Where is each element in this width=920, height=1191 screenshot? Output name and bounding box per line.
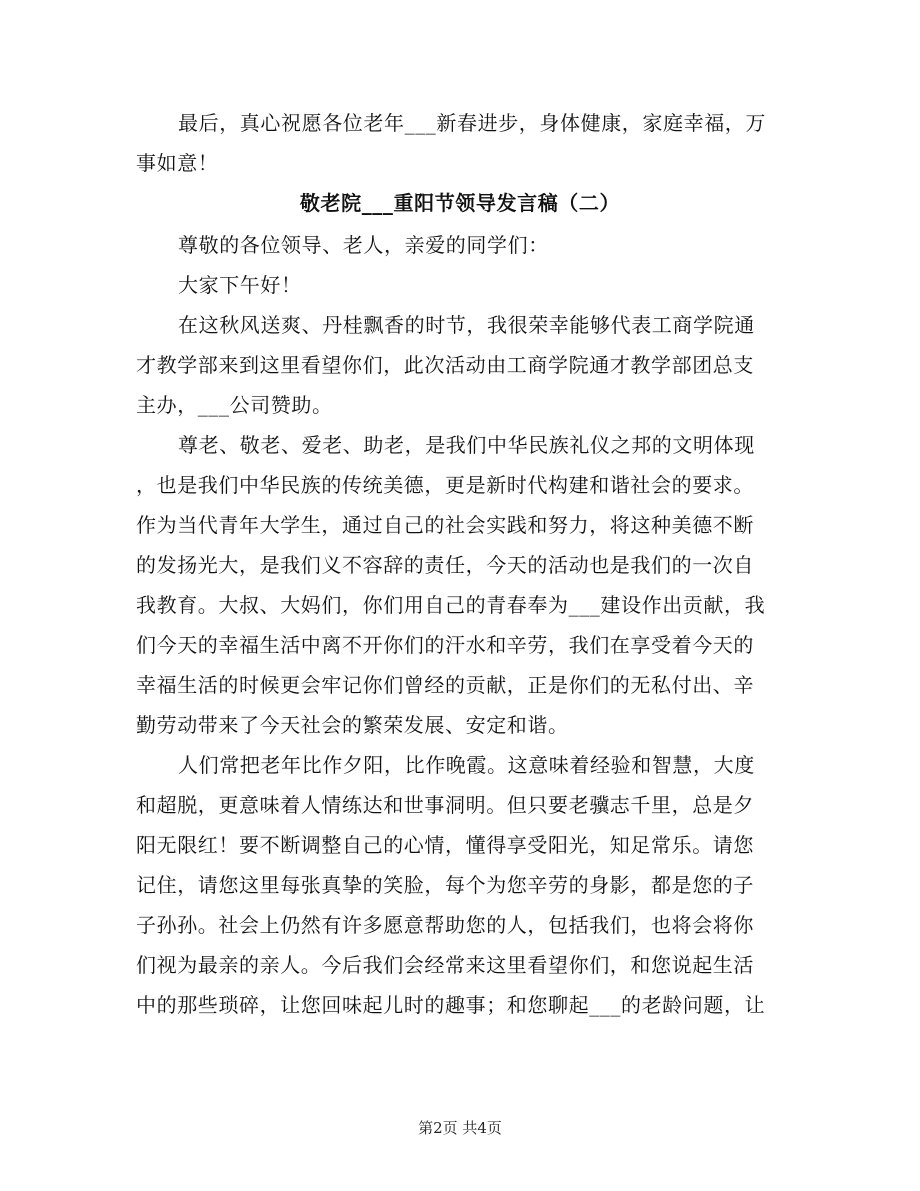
salutation: 尊敬的各位领导、老人，亲爱的同学们： [178, 233, 549, 257]
paragraph-line: ，也是我们中华民族的传统美德，更是新时代构建和谐社会的要求。 [136, 473, 754, 497]
paragraph-line: 人们常把老年比作夕阳，比作晚霞。这意味着经验和智慧，大度 [178, 753, 755, 777]
paragraph-line: 中的那些琐碎，让您回味起儿时的趣事；和您聊起___的老龄问题，让 [136, 993, 766, 1017]
closing-line-1: 最后，真心祝愿各位老年___新春进步，身体健康，家庭幸福，万 [178, 111, 766, 135]
paragraph-line: 幸福生活的时候更会牢记你们曾经的贡献，正是你们的无私付出、辛 [136, 673, 754, 697]
paragraph-line: 尊老、敬老、爱老、助老，是我们中华民族礼仪之邦的文明体现 [178, 433, 755, 457]
paragraph-line: 主办，___公司赞助。 [136, 393, 333, 417]
paragraph-line: 勤劳动带来了今天社会的繁荣发展、安定和谐。 [136, 713, 569, 737]
paragraph-line: 我教育。大叔、大妈们，你们用自己的青春奉为___建设作出贡献，我 [136, 593, 766, 617]
page-number-footer: 第2页 共4页 [418, 1119, 502, 1137]
paragraph-line: 子孙孙。社会上仍然有许多愿意帮助您的人，包括我们，也将会将你 [136, 913, 754, 937]
paragraph-line: 作为当代青年大学生，通过自己的社会实践和努力，将这种美德不断 [136, 513, 754, 537]
paragraph-line: 记住，请您这里每张真挚的笑脸，每个为您辛劳的身影，都是您的子 [136, 873, 754, 897]
paragraph-line: 的发扬光大，是我们义不容辞的责任，今天的活动也是我们的一次自 [136, 553, 754, 577]
paragraph-line: 和超脱，更意味着人情练达和世事洞明。但只要老骥志千里，总是夕 [136, 793, 754, 817]
greeting: 大家下午好！ [178, 273, 302, 297]
paragraph-line: 们视为最亲的亲人。今后我们会经常来这里看望你们，和您说起生活 [136, 953, 754, 977]
paragraph-line: 在这秋风送爽、丹桂飘香的时节，我很荣幸能够代表工商学院通 [178, 313, 755, 337]
paragraph-line: 阳无限红！要不断调整自己的心情，懂得享受阳光，知足常乐。请您 [136, 833, 754, 857]
paragraph-line: 才教学部来到这里看望你们，此次活动由工商学院通才教学部团总支 [136, 353, 754, 377]
closing-line-2: 事如意！ [136, 151, 219, 175]
section-title: 敬老院___重阳节领导发言稿（二） [299, 191, 621, 215]
paragraph-line: 们今天的幸福生活中离不开你们的汗水和辛劳，我们在享受着今天的 [136, 633, 754, 657]
